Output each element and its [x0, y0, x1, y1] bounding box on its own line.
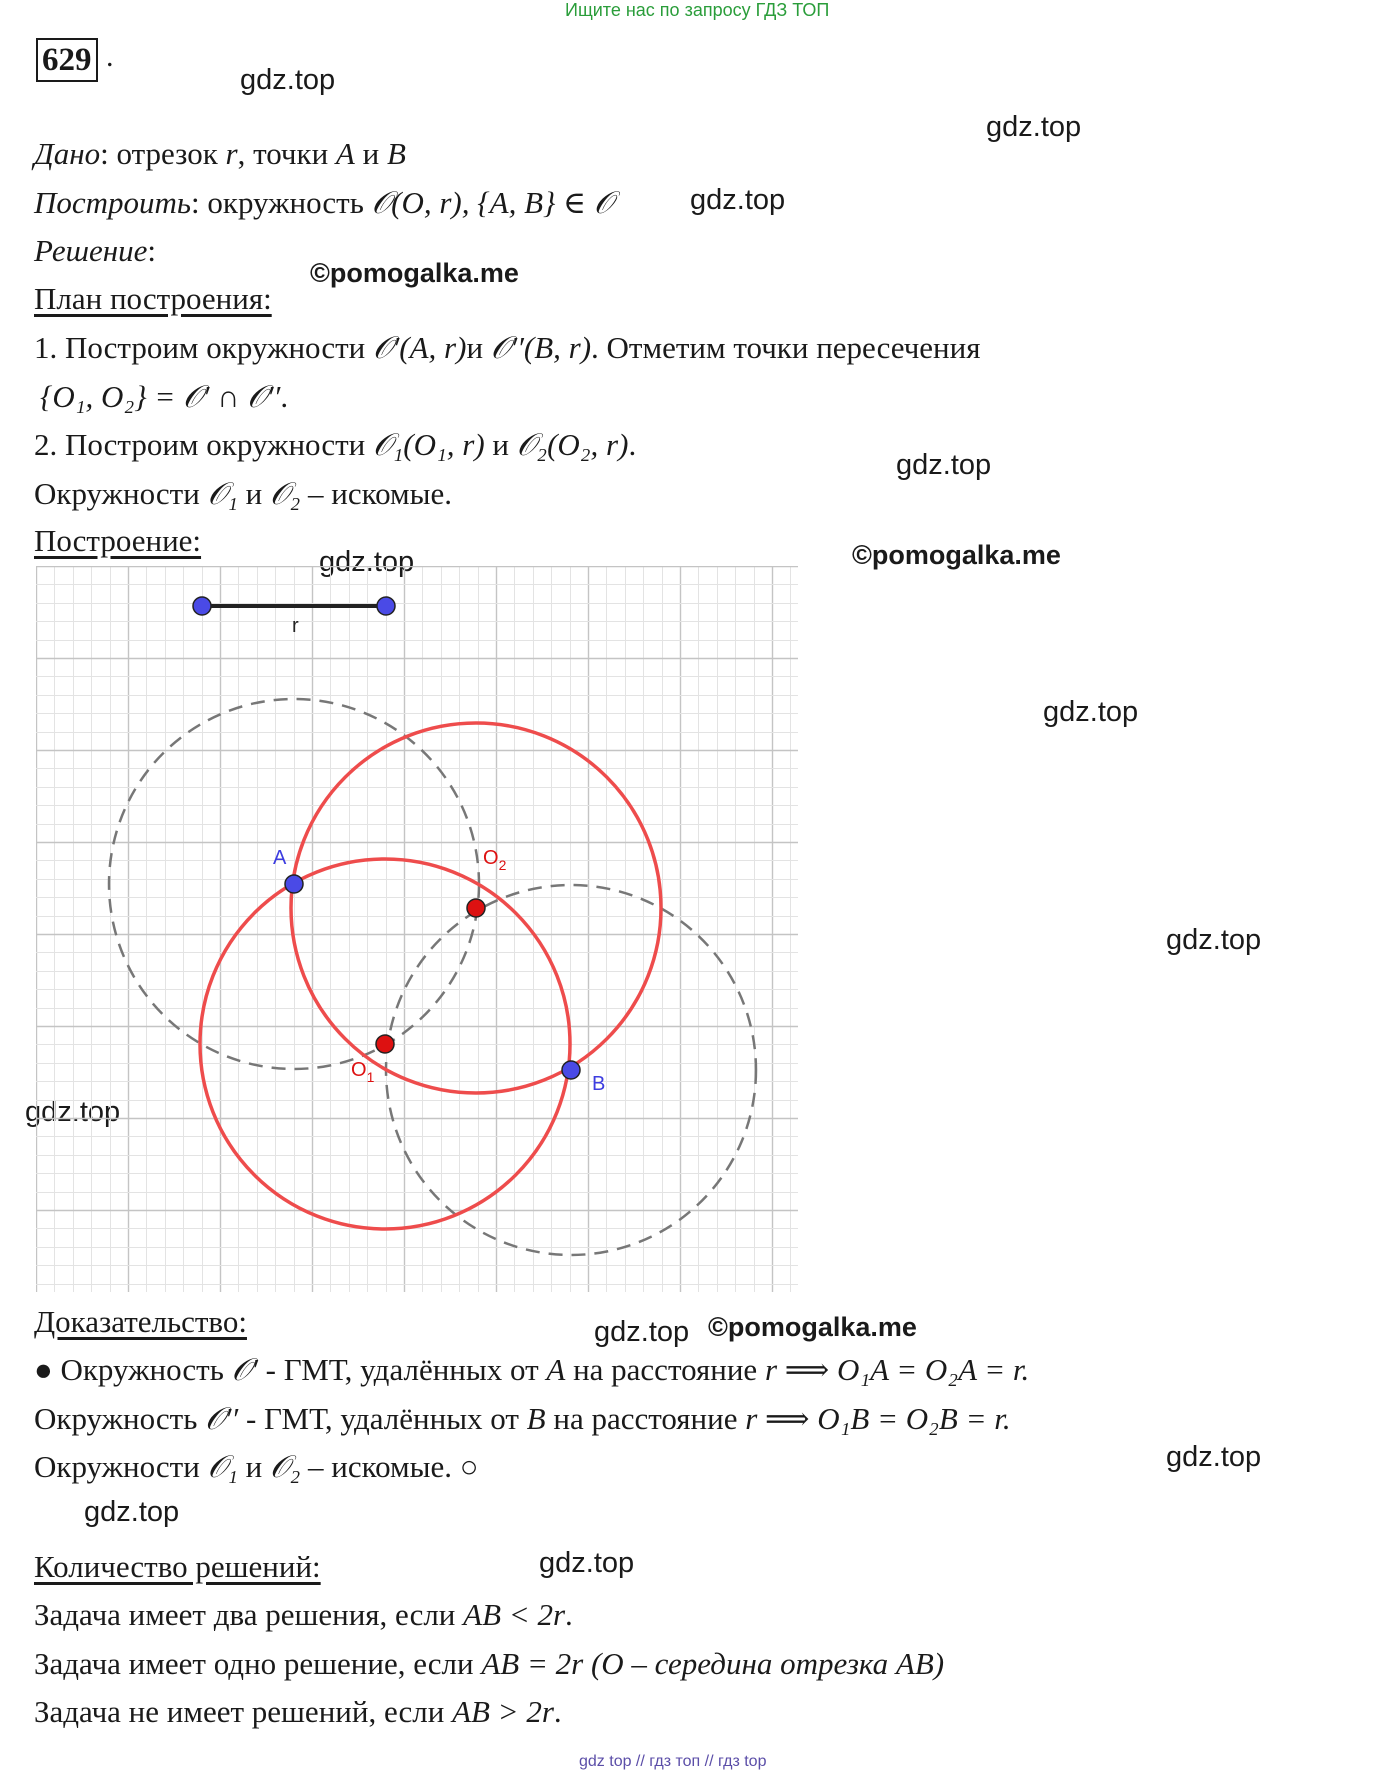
- label-o1: $O_1$: [351, 1059, 375, 1085]
- watermark-pomogalka: ©pomogalka.me: [708, 1312, 917, 1342]
- label-a: A: [273, 847, 287, 869]
- point-o2: [467, 899, 485, 917]
- watermark-gdz: gdz.top: [539, 1547, 635, 1579]
- count-line-3: Задача не имеет решений, если AB > 2r.: [34, 1694, 562, 1729]
- watermark-gdz: gdz.top: [690, 184, 786, 216]
- search-note: Ищите нас по запросу ГДЗ ТОП: [565, 0, 830, 20]
- solution-label: Решение:: [34, 233, 156, 268]
- label-b: B: [592, 1073, 606, 1095]
- plan-step-1-set: {O₁, O₂} = 𝒪′ ∩ 𝒪′′.: [40, 379, 289, 414]
- watermark-gdz: gdz.top: [986, 111, 1082, 143]
- count-line-1: Задача имеет два решения, если AB < 2r.: [34, 1597, 573, 1632]
- count-line-2: Задача имеет одно решение, если AB = 2r (O – середина отрезка AB): [34, 1646, 945, 1681]
- watermark-gdz: gdz.top: [25, 1096, 121, 1128]
- watermark-gdz: gdz.top: [319, 546, 415, 578]
- count-heading: Количество решений:: [34, 1549, 321, 1584]
- plan-step-1: 1. Построим окружности 𝒪′(A, r)и 𝒪′′(B, r). Отметим точки пересечения: [34, 330, 981, 365]
- problem-number-dot: .: [106, 40, 114, 73]
- watermark-pomogalka: ©pomogalka.me: [852, 540, 1061, 570]
- point-b: [562, 1061, 580, 1079]
- solution-circles: [200, 723, 661, 1229]
- watermark-gdz: gdz.top: [896, 449, 992, 481]
- construction-figure: [36, 566, 798, 1292]
- watermark-gdz: gdz.top: [1043, 696, 1139, 728]
- proof-line-2: Окружность 𝒪′′ - ГМТ, удалённых от B на расстояние r ⟹ O₁B = O₂B = r.: [34, 1401, 1011, 1436]
- segment-r-end: [377, 597, 395, 615]
- watermark-pomogalka: ©pomogalka.me: [310, 258, 519, 288]
- point-o1: [376, 1035, 394, 1053]
- segment-r-label: r: [292, 615, 299, 637]
- watermark-gdz: gdz.top: [594, 1316, 690, 1348]
- watermark-gdz: gdz.top: [84, 1496, 180, 1528]
- proof-heading: Доказательство:: [34, 1304, 247, 1339]
- segment-r-start: [193, 597, 211, 615]
- proof-line-3: Окружности 𝒪₁ и 𝒪₂ – искомые. ○: [34, 1449, 479, 1484]
- watermark-gdz: gdz.top: [1166, 1441, 1262, 1473]
- point-a: [285, 875, 303, 893]
- proof-line-1: ● Окружность 𝒪′ - ГМТ, удалённых от A на расстояние r ⟹ O₁A = O₂A = r.: [34, 1352, 1030, 1387]
- dashed-circles: [109, 699, 756, 1255]
- construct-line: Построить: окружность 𝒪(O, r), {A, B} ∈ 𝒪: [34, 185, 614, 220]
- plan-heading: План построения:: [34, 281, 272, 316]
- plan-step-2: 2. Построим окружности 𝒪₁(O₁, r) и 𝒪₂(O₂, r).: [34, 427, 637, 462]
- given-line: Дано: отрезок r, точки A и B: [34, 136, 406, 171]
- footer-links: gdz top // гдз топ // гдз top: [579, 1753, 767, 1770]
- construction-heading: Построение:: [34, 523, 202, 558]
- watermark-gdz: gdz.top: [240, 64, 336, 96]
- problem-number: 629: [36, 38, 98, 82]
- plan-result: Окружности 𝒪₁ и 𝒪₂ – искомые.: [34, 476, 452, 511]
- grid: [36, 566, 798, 1292]
- watermark-gdz: gdz.top: [1166, 924, 1262, 956]
- label-o2: $O_2$: [483, 847, 507, 873]
